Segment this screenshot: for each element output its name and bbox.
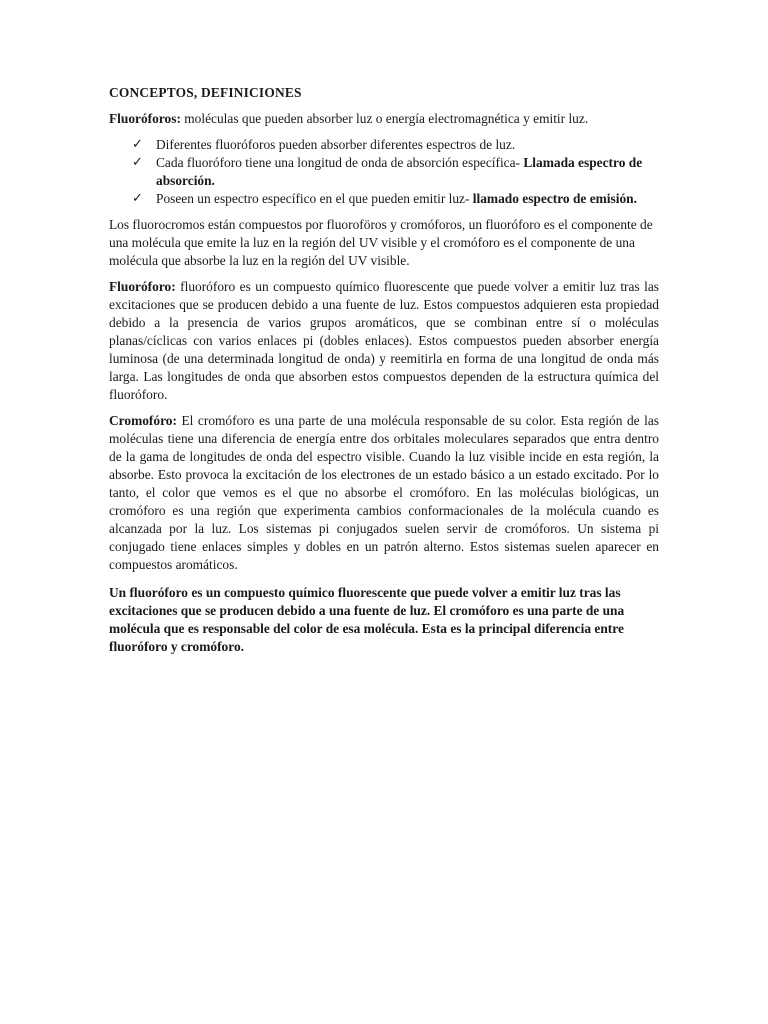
- checklist-item: [132, 154, 659, 190]
- check-icon: ✓: [132, 155, 143, 170]
- fluoroforo-text: fluoróforo es un compuesto químico fluorescente que puede volver a emitir luz tras las excitaciones que se producen debido a una fuente de luz. Estos compuestos adquieren esta propiedad debido a la presencia de varios grupos aromáticos, que se combinan entre sí o moléculas planas/cíclicas con varios enlaces pi (dobles enlaces). Estos compuestos pueden absorber energía luminosa (de una determinada longitud de onda) y reemitirla en forma de una longitud de onda más larga. Las longitudes de onda que absorben estos compuestos dependen de la estructura química del fluoróforo.: [109, 279, 659, 402]
- fluoroforos-text: moléculas que pueden absorber luz o energía electromagnética y emitir luz.: [180, 111, 589, 126]
- checklist-item-text: Diferentes fluoróforos pueden absorber diferentes espectros de luz.: [156, 137, 516, 152]
- fluoroforo-term: Fluoróforo:: [109, 279, 176, 294]
- checklist-item-text: Poseen un espectro específico en el que pueden emitir luz-: [156, 191, 473, 206]
- fluoroforos-term: Fluoróforos:: [109, 111, 181, 126]
- checklist-item-bold: Llamada espectro de absorción.: [156, 155, 643, 188]
- page-heading: CONCEPTOS, DEFINICIONES: [109, 85, 302, 100]
- fluoroforo-definition: [109, 278, 659, 404]
- summary-paragraph: Un fluoróforo es un compuesto químico fluorescente que puede volver a emitir luz tras las excitaciones que se producen debido a una fuente de luz. El cromóforo es una parte de una molécula que es responsable del color de esa molécula. Esta es la principal diferencia entre fluoróforo y cromóforo.: [109, 585, 625, 654]
- checklist-item: [132, 190, 659, 208]
- cromoforo-definition: [109, 412, 659, 574]
- check-icon: ✓: [132, 137, 143, 152]
- document-body: [109, 84, 659, 664]
- cromoforo-text: El cromóforo es una parte de una molécula responsable de su color. Esta región de las moléculas tiene una diferencia de energía entre dos orbitales moleculares separados que entra dentro de la gama de longitudes de onda del espectro visible. Cuando la luz visible incide en esta región, la absorbe. Esto provoca la excitación de los electrones de un estado básico a un estado excitado. Por lo tanto, el color que vemos es el que no absorbe el cromóforo. En las moléculas biológicas, un cromóforo es una región que experimenta cambios conformacionales de la molécula cuando es alcanzada por la luz. Los sistemas pi conjugados suelen servir de cromóforos. Un sistema pi conjugado tiene enlaces simples y dobles en un patrón alterno. Estos sistemas suelen aparecer en compuestos aromáticos.: [109, 413, 659, 572]
- fluorocromos-paragraph: Los fluorocromos están compuestos por fluoroföros y cromóforos, un fluoróforo es el componente de una molécula que emite la luz en la región del UV visible y el cromóforo es el componente de una molécula que absorbe la luz en la región del UV visible.: [109, 217, 653, 268]
- checklist-item-bold: llamado espectro de emisión.: [472, 191, 637, 206]
- checklist-item-text: Cada fluoróforo tiene una longitud de onda de absorción específica-: [156, 155, 524, 170]
- checklist: [109, 136, 659, 208]
- fluoroforos-definition: [109, 110, 659, 128]
- checklist-item: [132, 136, 659, 154]
- cromoforo-term: Cromofóro:: [109, 413, 177, 428]
- check-icon: ✓: [132, 191, 143, 206]
